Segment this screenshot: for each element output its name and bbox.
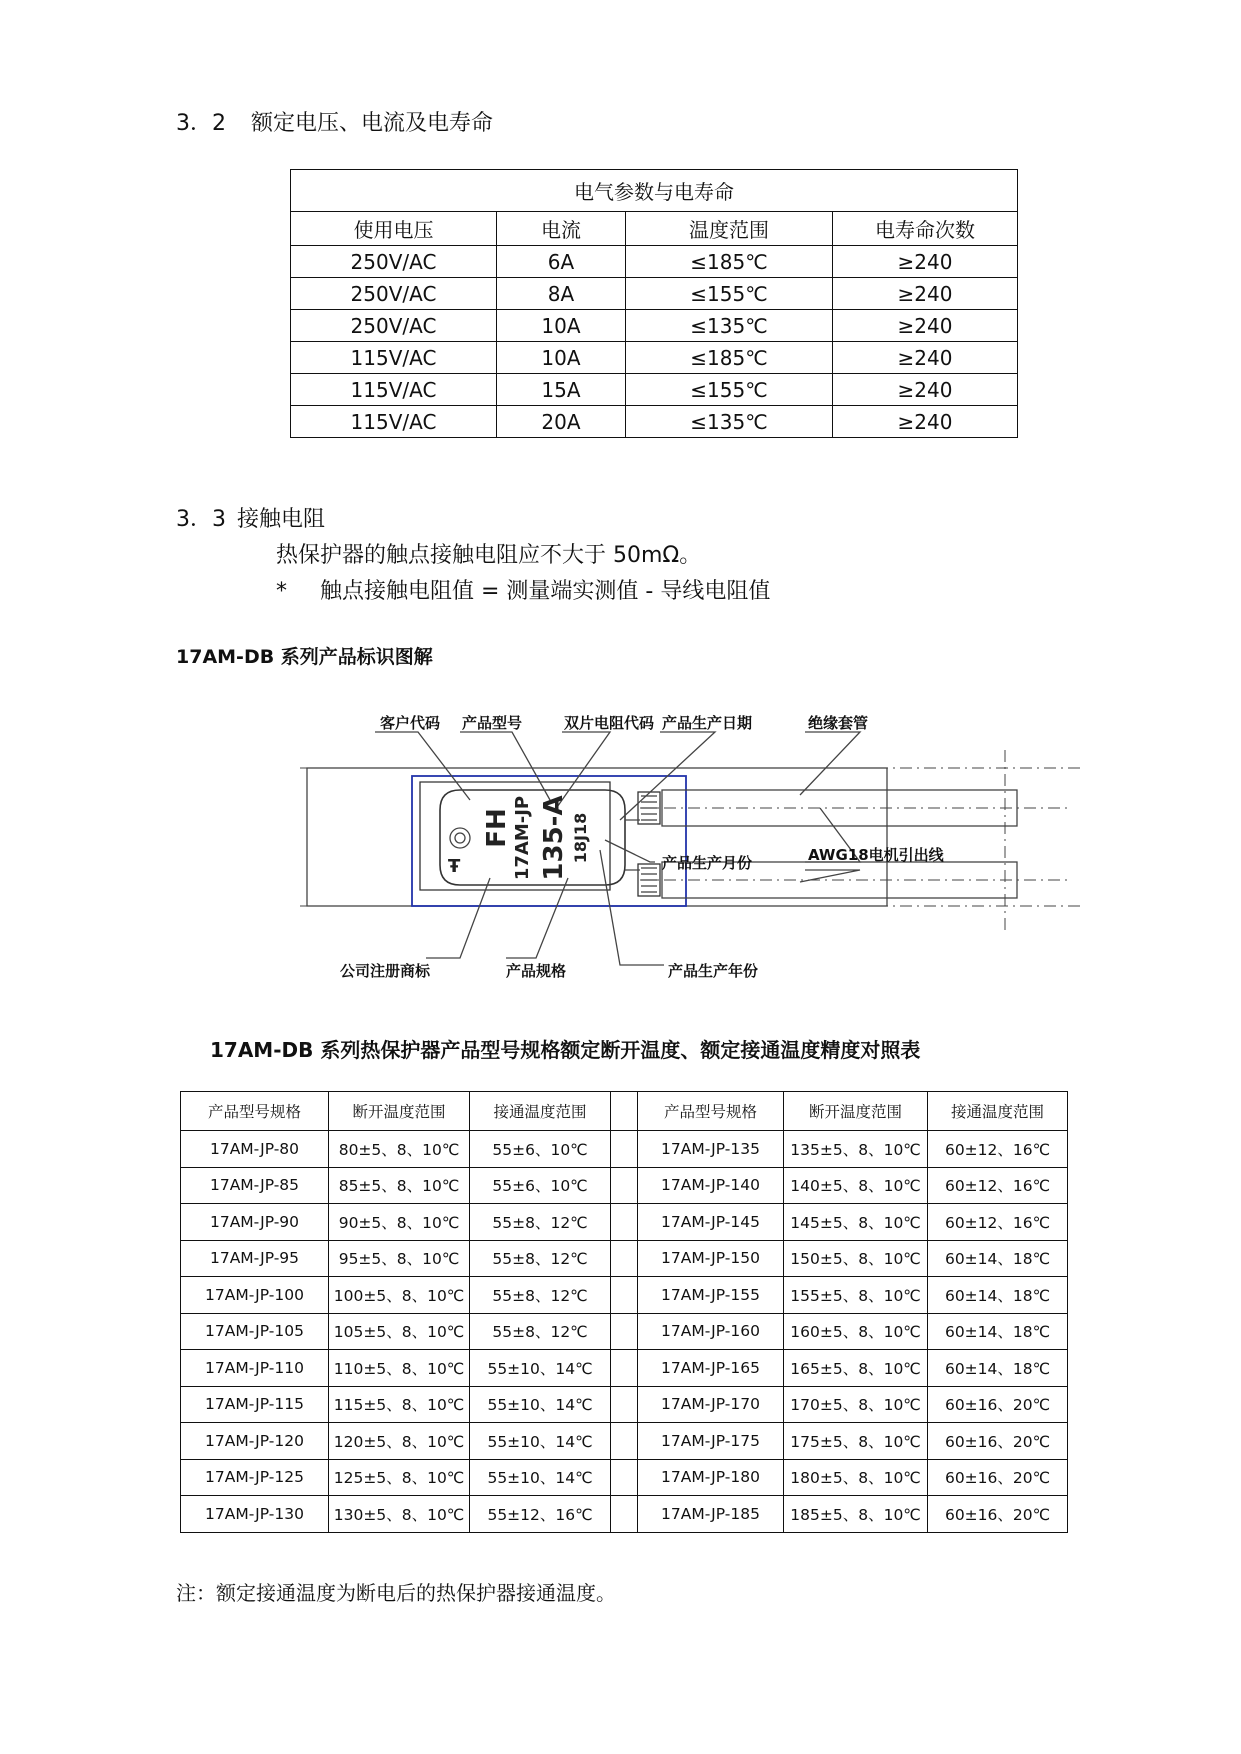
table-gap-cell (611, 1386, 638, 1423)
table-cell: 165±5、8、10℃ (784, 1350, 928, 1387)
header-cell: 使用电压 (291, 212, 497, 246)
table-row (181, 1167, 1068, 1204)
header-cell: 电流 (497, 212, 626, 246)
label-model: 产品型号 (462, 714, 523, 732)
table-caption: 电气参数与电寿命 (291, 170, 1018, 212)
table-gap-cell (611, 1496, 638, 1533)
table-cell: 250V/AC (291, 278, 497, 310)
table-cell: 55±6、10℃ (470, 1131, 611, 1168)
table-cell: 10A (497, 342, 626, 374)
table-row (181, 1350, 1068, 1387)
table-cell: 20A (497, 406, 626, 438)
label-bimetal-code: 双片电阻代码 (564, 714, 655, 732)
table-cell: ≥240 (833, 374, 1018, 406)
diagram-title: 17AM-DB 系列产品标识图解 (176, 646, 433, 668)
table-cell: 17AM-JP-165 (638, 1350, 784, 1387)
table-cell: 170±5、8、10℃ (784, 1386, 928, 1423)
trademark-logo: Ŧ (448, 856, 461, 877)
table-cell: 55±10、14℃ (470, 1459, 611, 1496)
table-gap-cell (611, 1204, 638, 1241)
table-row (181, 1459, 1068, 1496)
table-cell: 180±5、8、10℃ (784, 1459, 928, 1496)
table-cell: 55±12、16℃ (470, 1496, 611, 1533)
table-cell: 60±16、20℃ (928, 1423, 1068, 1460)
header-cell: 断开温度范围 (329, 1092, 470, 1131)
marking-model: 17AM-JP (512, 795, 533, 881)
table-cell: ≤185℃ (626, 342, 833, 374)
table-row (291, 310, 1018, 342)
table-cell: ≥240 (833, 278, 1018, 310)
table-cell: 55±8、12℃ (470, 1277, 611, 1314)
product-marking-diagram (300, 710, 1080, 990)
table-cell: 60±16、20℃ (928, 1386, 1068, 1423)
table-cell: 17AM-JP-150 (638, 1240, 784, 1277)
table-cell: ≥240 (833, 406, 1018, 438)
table-gap-cell (611, 1167, 638, 1204)
marking-date: 18J18 (571, 812, 590, 864)
label-production-year: 产品生产年份 (668, 962, 759, 980)
label-spec: 产品规格 (506, 962, 567, 980)
header-cell: 断开温度范围 (784, 1092, 928, 1131)
table-cell: 100±5、8、10℃ (329, 1277, 470, 1314)
table-cell: 145±5、8、10℃ (784, 1204, 928, 1241)
table-cell: 115V/AC (291, 374, 497, 406)
contact-resistance-text: 热保护器的触点接触电阻应不大于 50mΩ。 (276, 543, 702, 568)
table-header-row (291, 212, 1018, 246)
table-row (181, 1204, 1068, 1241)
table-cell: 185±5、8、10℃ (784, 1496, 928, 1533)
table-cell: 105±5、8、10℃ (329, 1313, 470, 1350)
section-3-2-heading (176, 106, 493, 137)
table-cell: 17AM-JP-170 (638, 1386, 784, 1423)
section-number: 3．3 (176, 507, 226, 532)
table-cell: 90±5、8、10℃ (329, 1204, 470, 1241)
table-cell: 17AM-JP-80 (181, 1131, 329, 1168)
section-3-3-heading (176, 502, 325, 533)
header-cell: 接通温度范围 (470, 1092, 611, 1131)
table-cell: 55±8、12℃ (470, 1313, 611, 1350)
table-cell: 8A (497, 278, 626, 310)
table-cell: 60±16、20℃ (928, 1496, 1068, 1533)
table-cell: 17AM-JP-110 (181, 1350, 329, 1387)
table-gap-cell (611, 1131, 638, 1168)
marking-fh: FH (482, 808, 512, 848)
label-sleeve: 绝缘套管 (808, 714, 869, 732)
table-cell: 60±14、18℃ (928, 1350, 1068, 1387)
table-gap-cell (611, 1092, 638, 1131)
table-row (181, 1131, 1068, 1168)
contact-resistance-formula (276, 574, 770, 605)
table-cell: 17AM-JP-130 (181, 1496, 329, 1533)
table-row (181, 1496, 1068, 1533)
table-cell: 17AM-JP-95 (181, 1240, 329, 1277)
table-cell: 10A (497, 310, 626, 342)
table-cell: 110±5、8、10℃ (329, 1350, 470, 1387)
header-cell: 温度范围 (626, 212, 833, 246)
table-cell: 150±5、8、10℃ (784, 1240, 928, 1277)
marking-rating: 135-A (539, 795, 569, 881)
table-cell: 60±14、18℃ (928, 1313, 1068, 1350)
footnote: 注：额定接通温度为断电后的热保护器接通温度。 (176, 1581, 616, 1605)
table-cell: 80±5、8、10℃ (329, 1131, 470, 1168)
table-cell: 60±16、20℃ (928, 1459, 1068, 1496)
table-gap-cell (611, 1350, 638, 1387)
table-cell: 55±6、10℃ (470, 1167, 611, 1204)
table-gap-cell (611, 1313, 638, 1350)
table-row (291, 278, 1018, 310)
header-cell: 电寿命次数 (833, 212, 1018, 246)
table-cell: 17AM-JP-185 (638, 1496, 784, 1533)
table-row (181, 1386, 1068, 1423)
table-cell: ≤155℃ (626, 374, 833, 406)
table-cell: 17AM-JP-120 (181, 1423, 329, 1460)
table-cell: ≥240 (833, 246, 1018, 278)
table-cell: 17AM-JP-160 (638, 1313, 784, 1350)
table-header-row (181, 1092, 1068, 1131)
electrical-table (290, 169, 1018, 438)
table-gap-cell (611, 1459, 638, 1496)
table-row (291, 406, 1018, 438)
table-cell: ≤135℃ (626, 406, 833, 438)
table-cell: 55±8、12℃ (470, 1204, 611, 1241)
table-cell: 125±5、8、10℃ (329, 1459, 470, 1496)
table-gap-cell (611, 1277, 638, 1314)
table-gap-cell (611, 1240, 638, 1277)
label-wire: AWG18电机引出线 (808, 846, 944, 864)
table-cell: 6A (497, 246, 626, 278)
table-cell: 135±5、8、10℃ (784, 1131, 928, 1168)
label-customer-code: 客户代码 (380, 714, 441, 732)
table-row (291, 246, 1018, 278)
table-cell: ≥240 (833, 342, 1018, 374)
table-cell: ≥240 (833, 310, 1018, 342)
table-cell: 175±5、8、10℃ (784, 1423, 928, 1460)
table-cell: ≤185℃ (626, 246, 833, 278)
table-cell: ≤155℃ (626, 278, 833, 310)
table-cell: 155±5、8、10℃ (784, 1277, 928, 1314)
table-cell: 115V/AC (291, 342, 497, 374)
table-cell: 17AM-JP-175 (638, 1423, 784, 1460)
table-cell: 55±8、12℃ (470, 1240, 611, 1277)
section-title: 额定电压、电流及电寿命 (251, 111, 494, 136)
table-cell: 140±5、8、10℃ (784, 1167, 928, 1204)
label-production-date: 产品生产日期 (662, 714, 753, 732)
table-cell: 130±5、8、10℃ (329, 1496, 470, 1533)
table-cell: 17AM-JP-135 (638, 1131, 784, 1168)
table-cell: 17AM-JP-145 (638, 1204, 784, 1241)
table-cell: 17AM-JP-90 (181, 1204, 329, 1241)
header-cell: 产品型号规格 (638, 1092, 784, 1131)
table-cell: 95±5、8、10℃ (329, 1240, 470, 1277)
table-gap-cell (611, 1423, 638, 1460)
table-cell: 60±12、16℃ (928, 1131, 1068, 1168)
table-cell: 15A (497, 374, 626, 406)
table-row (291, 342, 1018, 374)
table-cell: 17AM-JP-180 (638, 1459, 784, 1496)
table-row (291, 374, 1018, 406)
table-cell: 17AM-JP-140 (638, 1167, 784, 1204)
table-row (181, 1277, 1068, 1314)
table-cell: ≤135℃ (626, 310, 833, 342)
table-cell: 17AM-JP-155 (638, 1277, 784, 1314)
table-row (181, 1313, 1068, 1350)
table-cell: 17AM-JP-115 (181, 1386, 329, 1423)
label-trademark: 公司注册商标 (340, 962, 431, 980)
formula-text: 触点接触电阻值 = 测量端实测值 - 导线电阻值 (320, 579, 771, 604)
spec-table-title: 17AM-DB 系列热保护器产品型号规格额定断开温度、额定接通温度精度对照表 (210, 1038, 921, 1062)
table-cell: 85±5、8、10℃ (329, 1167, 470, 1204)
table-cell: 60±12、16℃ (928, 1204, 1068, 1241)
table-cell: 115±5、8、10℃ (329, 1386, 470, 1423)
table-cell: 55±10、14℃ (470, 1350, 611, 1387)
header-cell: 接通温度范围 (928, 1092, 1068, 1131)
table-cell: 17AM-JP-125 (181, 1459, 329, 1496)
table-cell: 115V/AC (291, 406, 497, 438)
table-cell: 60±12、16℃ (928, 1167, 1068, 1204)
table-cell: 17AM-JP-105 (181, 1313, 329, 1350)
section-number: 3．2 (176, 111, 226, 136)
table-cell: 55±10、14℃ (470, 1386, 611, 1423)
table-row (181, 1240, 1068, 1277)
table-cell: 250V/AC (291, 246, 497, 278)
table-cell: 17AM-JP-85 (181, 1167, 329, 1204)
note-star: * (276, 579, 287, 604)
header-cell: 产品型号规格 (181, 1092, 329, 1131)
table-cell: 250V/AC (291, 310, 497, 342)
table-cell: 55±10、14℃ (470, 1423, 611, 1460)
table-cell: 60±14、18℃ (928, 1240, 1068, 1277)
table-cell: 17AM-JP-100 (181, 1277, 329, 1314)
table-cell: 160±5、8、10℃ (784, 1313, 928, 1350)
section-title: 接触电阻 (237, 507, 326, 532)
table-cell: 120±5、8、10℃ (329, 1423, 470, 1460)
table-row (181, 1423, 1068, 1460)
label-production-month: 产品生产月份 (662, 854, 753, 872)
spec-table (180, 1091, 1068, 1533)
table-cell: 60±14、18℃ (928, 1277, 1068, 1314)
